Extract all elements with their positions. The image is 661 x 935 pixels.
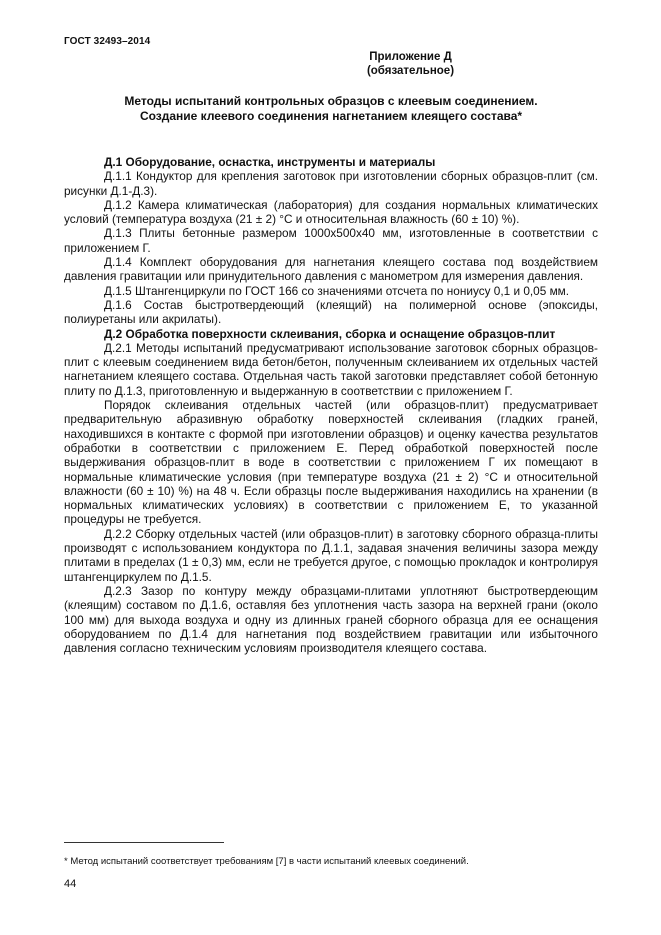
paragraph-d2-3: Д.2.3 Зазор по контуру между образцами-плитами уплотняют быстротвердеющим (клеящим) составом по Д.1.6, оставляя без уплотнения часть зазора на верхней грани (около 100 мм) для выхода воздуха и одну из длинных граней сборного образца для ее оснащения оборудованием по Д.1.4 для нагнетания под воздействием гравитации или избыточного давления согласно техническим условиям производителя клеящего состава. <box>64 583 598 656</box>
page-number: 44 <box>64 878 77 890</box>
paragraph-d2-1-continued: Порядок склеивания отдельных частей (или образцов-плит) предусматривает предварительную абразивную обработку поверхностей склеивания (гладких граней, находившихся в контакте с формой при изготовлении образцов) и оценку качества результатов обработки в соответствии с приложением Е. Перед обработкой поверхностей после выдерживания образцов-плит в воде в соответствии с приложением Г их помещают в нормальные климатические условия (при температуре воздуха (21 ± 2) °С и относительной влажности (60 ± 10) %) на 48 ч. Если образцы после выдерживания находились на хранении (в нормальных климатических условиях) в соответствии с приложением Е, то указанной процедуры не требуется. <box>64 398 598 527</box>
title-line-1: Методы испытаний контрольных образцов с клеевым соединением. <box>124 94 538 108</box>
paragraph-d1-6: Д.1.6 Состав быстротвердеющий (клеящий) на полимерной основе (эпоксиды, полиуретаны или акрилаты). <box>64 297 598 327</box>
paragraph-d1-2: Д.1.2 Камера климатическая (лаборатория) для создания нормальных климатических условий (температура воздуха (21 ± 2) °С и относительная влажность (60 ± 10) %). <box>64 197 598 227</box>
paragraph-d1-5: Д.1.5 Штангенциркули по ГОСТ 166 со значениями отсчета по нониусу 0,1 и 0,05 мм. <box>104 283 570 298</box>
appendix-status: (обязательное) <box>366 65 455 77</box>
footnote: * Метод испытаний соответствует требованиям [7] в части испытаний клеевых соединений. <box>64 856 469 867</box>
footnote-divider <box>64 842 224 843</box>
document-code: ГОСТ 32493–2014 <box>64 36 151 47</box>
section-d1-heading: Д.1 Оборудование, оснастка, инструменты и материалы <box>104 155 436 169</box>
paragraph-d1-4: Д.1.4 Комплект оборудования для нагнетания клеящего состава под воздействием давления гравитации или принудительного давления с манометром для измерения давления. <box>64 255 598 284</box>
paragraph-d1-1: Д.1.1 Кондуктор для крепления заготовок при изготовлении сборных образцов-плит (см. рисунки Д.1-Д.3). <box>64 169 598 198</box>
appendix-heading <box>0 50 661 78</box>
appendix-label: Приложение Д <box>369 51 452 63</box>
paragraph-d1-3: Д.1.3 Плиты бетонные размером 1000х500х40 мм, изготовленные в соответствии с приложением Г. <box>64 226 598 255</box>
page-title <box>64 94 598 124</box>
title-line-2: Создание клеевого соединения нагнетанием клеящего состава* <box>139 109 523 123</box>
section-d2-heading: Д.2 Обработка поверхности склеивания, сборка и оснащение образцов-плит <box>104 326 556 341</box>
paragraph-d2-2: Д.2.2 Сборку отдельных частей (или образцов-плит) в заготовку сборного образца-плиты производят с использованием кондуктора по Д.1.1, задавая значения величины зазора между плитами в пределах (1 ± 0,3) мм, если не требуется другое, с помощью прокладок и контролируя штангенциркулем по Д.1.5. <box>64 526 598 584</box>
paragraph-d2-1: Д.2.1 Методы испытаний предусматривают использование заготовок сборных образцов-плит с клеевым соединением вида бетон/бетон, полученным склеиванием их отдельных частей нагнетанием клеящего состава. Отдельная часть такой заготовки представляет собой бетонную плиту по Д.1.3, приготовленную и выдержанную в соответствии с приложением Г. <box>64 340 598 398</box>
document-body <box>64 155 598 655</box>
